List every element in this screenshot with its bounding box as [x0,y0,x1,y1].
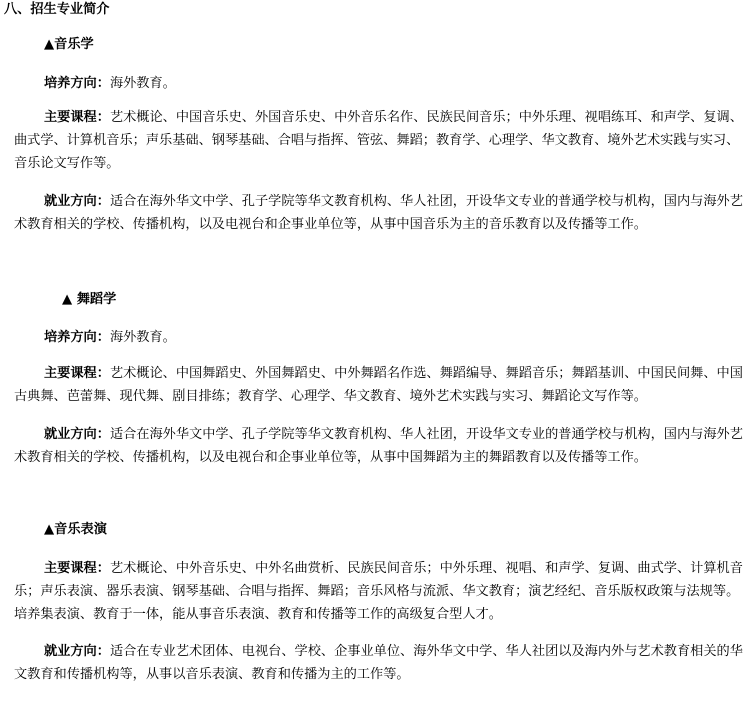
employment-label: 就业方向： [44,194,110,209]
employment-text: 适合在海外华文中学、孔子学院等华文教育机构、华人社团，开设华文专业的普通学校与机构，国内与海外艺术教育相关的学校、传播机构，以及电视台和企事业单位等，从事中国舞蹈为主的舞蹈教育以及传播等工作。 [14,427,743,465]
courses-text: 艺术概论、中国音乐史、外国音乐史、中外音乐名作、民族民间音乐；中外乐理、视唱练耳、和声学、复调、曲式学、计算机音乐；声乐基础、钢琴基础、合唱与指挥、管弦、舞蹈；教育学、心理学、华文教育、境外艺术实践与实习、音乐论文写作等。 [14,110,743,171]
performance-courses-paragraph [14,557,752,626]
music-training-paragraph [14,72,752,95]
performance-employment-paragraph [14,640,752,686]
employment-label: 就业方向： [44,644,110,659]
page-heading: 八、招生专业简介 [4,2,110,17]
courses-label: 主要课程： [44,561,110,576]
section-title-music: ▲音乐学 [44,37,94,52]
music-employment-paragraph [14,190,752,236]
employment-text: 适合在海外华文中学、孔子学院等华文教育机构、华人社团，开设华文专业的普通学校与机构，国内与海外艺术教育相关的学校、传播机构，以及电视台和企事业单位等，从事中国音乐为主的音乐教育以及传播等工作。 [14,194,743,232]
dance-courses-paragraph [14,362,752,408]
courses-label: 主要课程： [44,366,110,381]
courses-label: 主要课程： [44,110,110,125]
employment-label: 就业方向： [44,427,110,442]
courses-text: 艺术概论、中外音乐史、中外名曲赏析、民族民间音乐；中外乐理、视唱、和声学、复调、曲式学、计算机音乐；声乐表演、器乐表演、钢琴基础、合唱与指挥、舞蹈；音乐风格与流派、华文教育；演艺经纪、音乐版权政策与法规等。培养集表演、教育于一体，能从事音乐表演、教育和传播等工作的高级复合型人才。 [14,561,743,622]
dance-training-paragraph [14,326,752,349]
training-text: 海外教育。 [109,330,176,345]
training-label: 培养方向： [44,76,110,91]
training-text: 海外教育。 [109,76,176,91]
section-title-dance: ▲ 舞蹈学 [62,292,117,307]
courses-text: 艺术概论、中国舞蹈史、外国舞蹈史、中外舞蹈名作选、舞蹈编导、舞蹈音乐；舞蹈基训、中国民间舞、中国古典舞、芭蕾舞、现代舞、剧目排练；教育学、心理学、华文教育、境外艺术实践与实习、舞蹈论文写作等。 [14,366,743,404]
music-courses-paragraph [14,106,752,175]
section-title-music-performance: ▲音乐表演 [44,522,107,537]
employment-text: 适合在专业艺术团体、电视台、学校、企事业单位、海外华文中学、华人社团以及海内外与艺术教育相关的华文教育和传播机构等，从事以音乐表演、教育和传播为主的工作等。 [14,644,743,682]
training-label: 培养方向： [44,330,110,345]
dance-employment-paragraph [14,423,752,469]
